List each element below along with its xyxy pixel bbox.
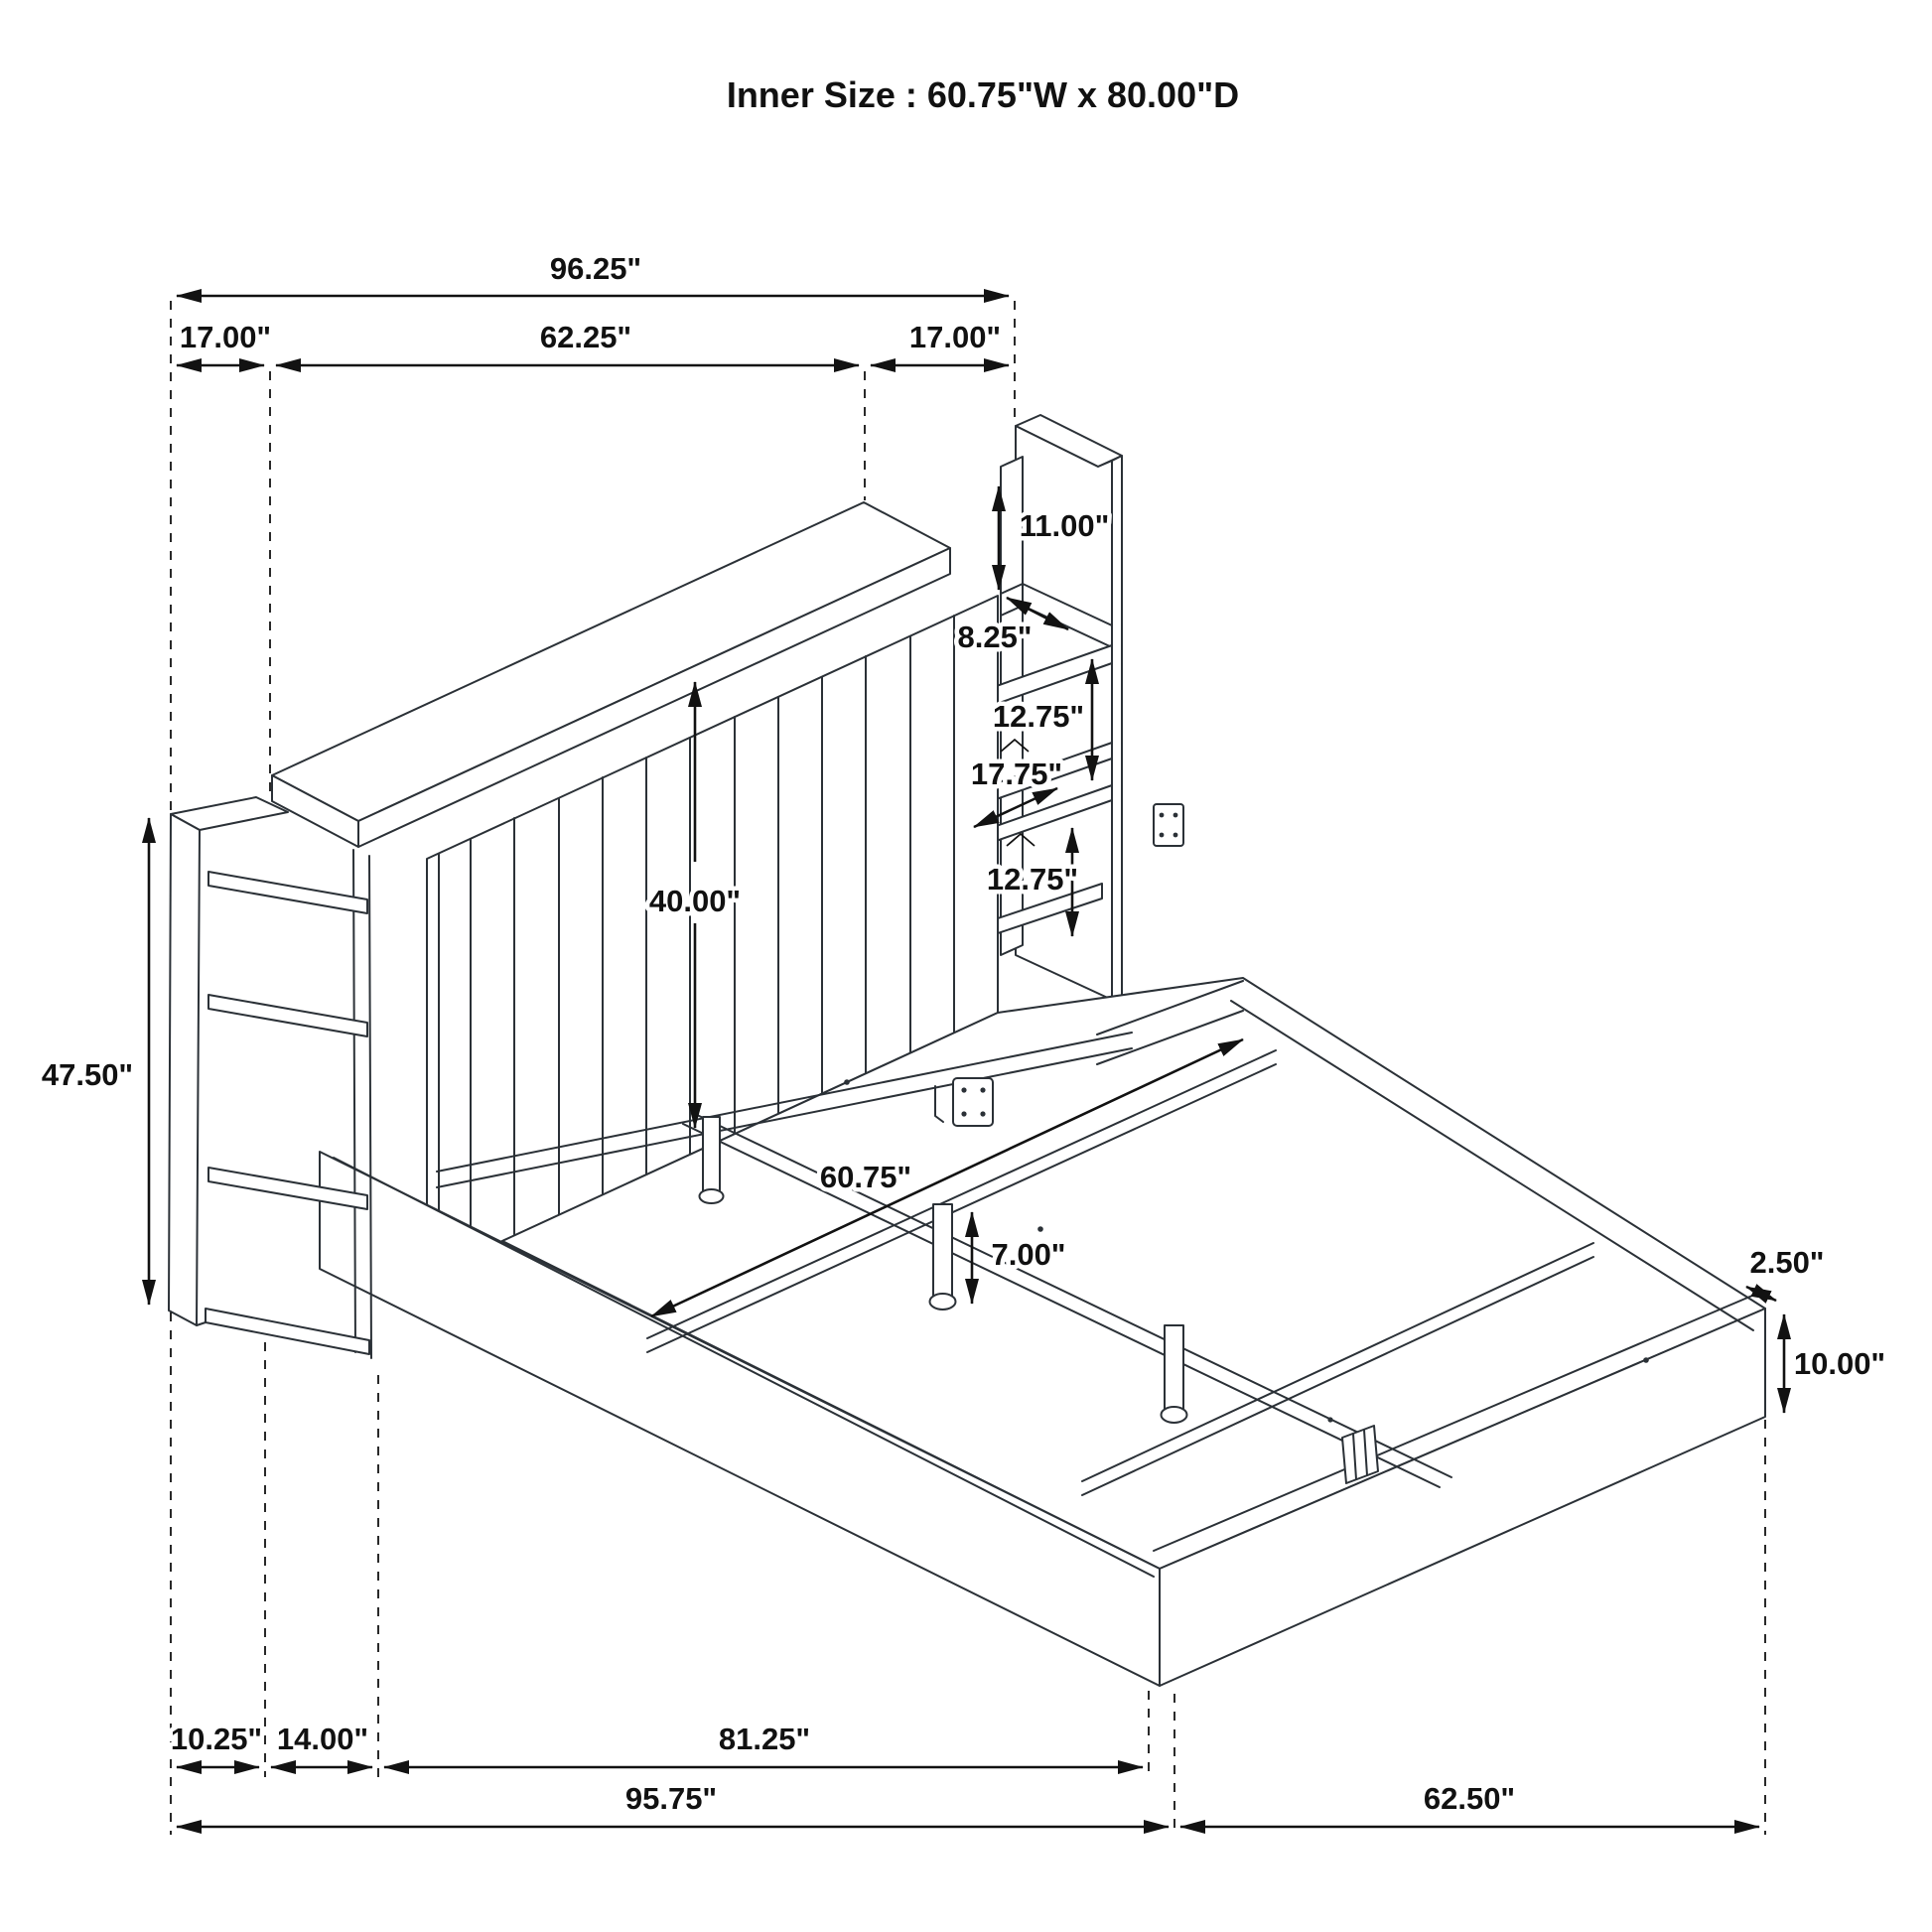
- dim-rail-lip: [1746, 1245, 1825, 1301]
- center-leg-2: [930, 1204, 956, 1310]
- dim-label-frame-length: 81.25": [718, 1722, 811, 1756]
- dim-right-pier-width: [871, 320, 1009, 365]
- dim-label-pier-open-top: 11.00": [1019, 508, 1110, 543]
- left-pier-bottom-edge: [197, 1322, 206, 1325]
- dim-headboard-width: [276, 320, 859, 365]
- dim-label-shelf-opening-lower: 12.75": [986, 862, 1079, 897]
- dim-pier-front-depth: [271, 1722, 372, 1767]
- center-leg-1: [700, 1117, 724, 1203]
- dim-label-rail-lip: 2.50": [1749, 1245, 1825, 1280]
- dim-label-frame-width: 62.50": [1423, 1781, 1516, 1816]
- left-pier-side-panel: [169, 814, 200, 1325]
- dim-label-overall-depth: 95.75": [624, 1781, 718, 1816]
- left-pier-bottom-shelf: [206, 1309, 369, 1354]
- center-leg-3: [1162, 1325, 1187, 1423]
- dim-label-pier-height: 47.50": [41, 1057, 134, 1092]
- dim-label-pier-front-depth: 14.00": [276, 1722, 369, 1756]
- dim-label-shelf-opening-upper: 12.75": [992, 699, 1085, 734]
- dim-label-overall-width: 96.25": [549, 251, 642, 286]
- left-pier-shelf-2: [208, 995, 367, 1036]
- dim-label-headboard-height: 40.00": [648, 884, 742, 918]
- rail-dot-1: [844, 1079, 850, 1085]
- rail-dot-3: [1643, 1357, 1649, 1363]
- dim-label-pier-shelf-depth: 17.75": [970, 757, 1063, 791]
- dim-label-pier-back-depth: 10.25": [170, 1722, 263, 1756]
- diagram-title: Inner Size : 60.75"W x 80.00"D: [726, 74, 1240, 115]
- mounting-plate-right: [1154, 804, 1183, 846]
- left-pier-shelf-1: [208, 872, 367, 913]
- dim-label-left-pier-width: 17.00": [179, 320, 272, 354]
- dim-label-inner-width: 60.75": [819, 1160, 912, 1194]
- dim-left-pier-width: [177, 320, 271, 365]
- dim-label-frame-side-height: 10.00": [1793, 1346, 1886, 1381]
- dim-label-shelf-depth: 8.25": [957, 620, 1033, 654]
- dim-overall-width: [177, 251, 1009, 296]
- rail-dot-2: [1037, 1226, 1043, 1232]
- dim-pier-height: [42, 818, 149, 1305]
- dim-label-right-pier-width: 17.00": [908, 320, 1002, 354]
- dim-label-headboard-width: 62.25": [539, 320, 632, 354]
- dim-frame-width: [1180, 1781, 1759, 1827]
- dim-label-leg-height: 7.00": [991, 1237, 1066, 1272]
- dim-frame-side-height: [1784, 1314, 1885, 1413]
- dim-pier-back-depth: [171, 1722, 262, 1767]
- dim-frame-length: [384, 1722, 1143, 1767]
- dim-overall-depth: [177, 1781, 1169, 1827]
